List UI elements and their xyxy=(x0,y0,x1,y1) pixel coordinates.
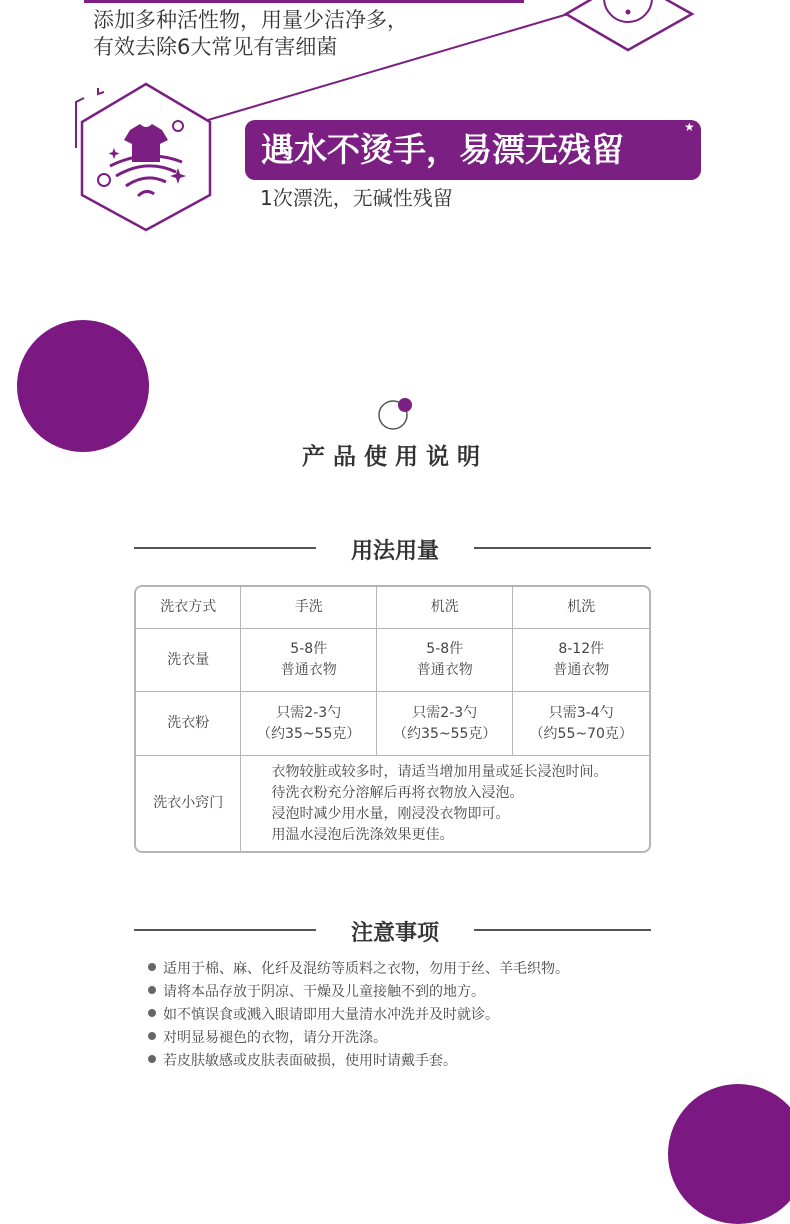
feature-2-subtext: 1次漂洗，无碱性残留 xyxy=(260,186,453,210)
feature-2-headline: 遇水不烫手，易漂无残留 xyxy=(245,120,701,180)
list-item xyxy=(148,981,708,1004)
bullet-icon xyxy=(148,986,156,994)
table-cell: 机洗 xyxy=(377,587,514,629)
tip-line: 用温水浸泡后洗涤效果更佳。 xyxy=(271,826,454,843)
cell-line: 普通衣物 xyxy=(280,662,337,678)
decorative-circle-bottom-right xyxy=(668,1084,790,1224)
note-text: 对明显易褪色的衣物，请分开洗涤。 xyxy=(163,1030,387,1046)
decorative-circle-left xyxy=(17,320,149,452)
cell-line: 只需2-3勺 xyxy=(412,704,478,721)
instructions-title: 产品使用说明 xyxy=(302,444,488,470)
cell-line: 只需2-3勺 xyxy=(276,704,342,721)
table-cell: 机洗 xyxy=(513,587,649,629)
note-text: 如不慎误食或溅入眼请即用大量清水冲洗并及时就诊。 xyxy=(163,1007,499,1023)
bullet-icon xyxy=(148,1055,156,1063)
cell-line: 只需3-4勺 xyxy=(548,704,614,721)
table-cell: 手洗 xyxy=(241,587,377,629)
feature-1-line-2: 有效去除6大常见有害细菌 xyxy=(93,35,338,59)
note-text: 若皮肤敏感或皮肤表面破损，使用时请戴手套。 xyxy=(163,1053,457,1069)
table-cell: 洗衣粉 xyxy=(136,692,241,756)
cell-line: （约35~55克） xyxy=(257,725,361,742)
cell-line: 普通衣物 xyxy=(416,662,473,678)
cell-line: 8-12件 xyxy=(558,641,605,657)
table-cell xyxy=(513,629,649,692)
note-text: 请将本品存放于阴凉、干燥及儿童接触不到的地方。 xyxy=(163,984,485,1000)
tip-line: 待洗衣粉充分溶解后再将衣物放入浸泡。 xyxy=(271,784,524,801)
table-cell: 洗衣小窍门 xyxy=(136,756,241,851)
table-cell xyxy=(377,692,514,756)
table-cell xyxy=(241,629,377,692)
list-item xyxy=(148,1050,708,1073)
cell-line: （约55~70克） xyxy=(529,725,633,742)
usage-title: 用法用量 xyxy=(350,539,439,564)
feature-1-line-1: 添加多种活性物，用量少洁净多， xyxy=(93,8,408,32)
star-icon: ★ xyxy=(684,120,695,134)
note-text: 适用于棉、麻、化纤及混纺等质料之衣物，勿用于丝、羊毛织物。 xyxy=(163,961,569,977)
notes-rule-left xyxy=(134,929,316,931)
cell-line: 5-8件 xyxy=(426,641,464,657)
table-cell xyxy=(241,692,377,756)
cell-line: （约35~55克） xyxy=(393,725,497,742)
table-cell xyxy=(513,692,649,756)
table-header-row xyxy=(136,587,649,629)
tip-line: 浸泡时减少用水量，刚浸没衣物即可。 xyxy=(271,805,510,822)
table-row xyxy=(136,692,649,756)
bullet-icon xyxy=(148,1032,156,1040)
shirt-swirl-icon xyxy=(92,108,200,208)
notes-rule-right xyxy=(474,929,651,931)
cell-line: 5-8件 xyxy=(290,641,328,657)
tips-cell xyxy=(241,756,649,851)
notes-list xyxy=(148,958,708,1073)
bullet-icon xyxy=(148,963,156,971)
usage-table xyxy=(134,585,651,853)
ring-dot-icon xyxy=(372,394,418,434)
list-item xyxy=(148,958,708,981)
table-row xyxy=(136,756,649,851)
table-cell xyxy=(377,629,514,692)
notes-title: 注意事项 xyxy=(350,921,439,946)
usage-rule-right xyxy=(474,547,651,549)
list-item xyxy=(148,1004,708,1027)
bullet-icon xyxy=(148,1009,156,1017)
cell-line: 普通衣物 xyxy=(553,662,610,678)
usage-rule-left xyxy=(134,547,316,549)
table-cell: 洗衣量 xyxy=(136,629,241,692)
tip-line: 衣物较脏或较多时，请适当增加用量或延长浸泡时间。 xyxy=(271,763,608,780)
table-cell: 洗衣方式 xyxy=(136,587,241,629)
table-row xyxy=(136,629,649,692)
list-item xyxy=(148,1027,708,1050)
top-hexagon xyxy=(566,0,692,50)
